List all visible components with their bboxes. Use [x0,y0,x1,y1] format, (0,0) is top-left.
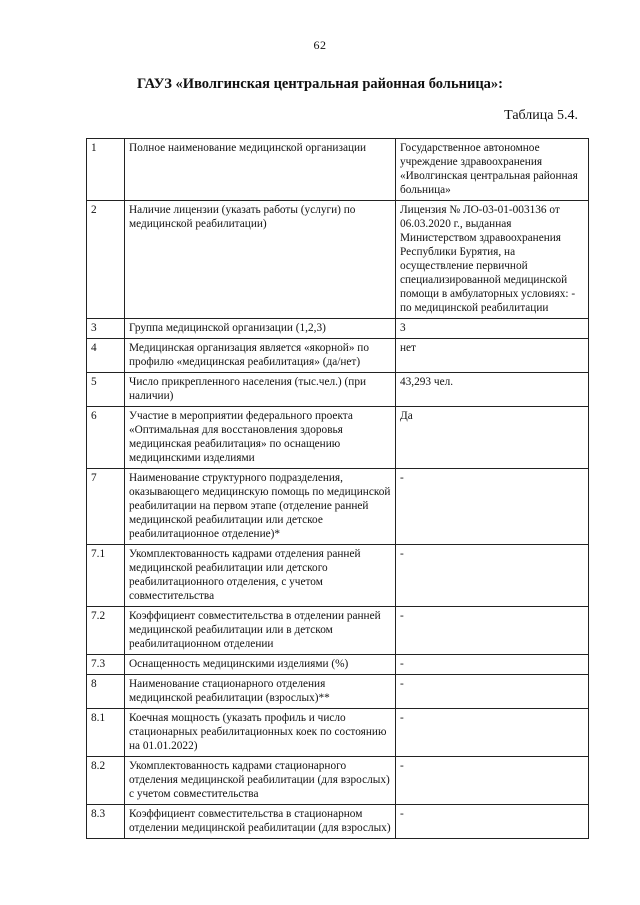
row-name: Коечная мощность (указать профиль и число стационарных реабилитационных коек по состоянию на 01.01.2022) [125,709,396,757]
row-value: - [396,675,589,709]
row-number: 7.1 [87,545,125,607]
row-value: 43,293 чел. [396,373,589,407]
row-value: 3 [396,319,589,339]
row-value: - [396,655,589,675]
row-number: 4 [87,339,125,373]
row-number: 8.2 [87,757,125,805]
table-row [87,319,589,339]
row-value: - [396,805,589,839]
table-row [87,709,589,757]
row-name: Группа медицинской организации (1,2,3) [125,319,396,339]
table-row [87,139,589,201]
row-number: 7.3 [87,655,125,675]
row-value: Государственное автономное учреждение здравоохранения «Иволгинская центральная районная больница» [396,139,589,201]
row-name: Коэффициент совместительства в стационарном отделении медицинской реабилитации (для взрослых) [125,805,396,839]
row-name: Укомплектованность кадрами отделения ранней медицинской реабилитации или детского реабилитационного отделения, с учетом совместительства [125,545,396,607]
table-caption: Таблица 5.4. [504,108,578,123]
table-row [87,805,589,839]
row-value: - [396,709,589,757]
row-number: 1 [87,139,125,201]
row-value: Лицензия № ЛО-03-01-003136 от 06.03.2020 г., выданная Министерством здравоохранения Республики Бурятия, на осуществление первичной специализированной медицинской помощи в амбулаторных условиях: - по медицинской реабилитации [396,201,589,319]
table-row [87,757,589,805]
table-row [87,607,589,655]
row-number: 8 [87,675,125,709]
row-number: 8.1 [87,709,125,757]
table-row [87,545,589,607]
row-value: - [396,545,589,607]
row-number: 2 [87,201,125,319]
row-value: - [396,469,589,545]
table-row [87,339,589,373]
row-number: 7.2 [87,607,125,655]
row-number: 6 [87,407,125,469]
row-name: Медицинская организация является «якорной» по профилю «медицинская реабилитация» (да/нет) [125,339,396,373]
row-value: Да [396,407,589,469]
document-title: ГАУЗ «Иволгинская центральная районная больница»: [136,76,504,92]
row-name: Наименование структурного подразделения, оказывающего медицинскую помощь по медицинской реабилитации на первом этапе (отделение ранней медицинской реабилитации или детское реабилитационное отделение)* [125,469,396,545]
table-row [87,373,589,407]
row-value: нет [396,339,589,373]
row-number: 3 [87,319,125,339]
row-name: Наименование стационарного отделения медицинской реабилитации (взрослых)** [125,675,396,709]
row-number: 5 [87,373,125,407]
row-number: 7 [87,469,125,545]
page-number: 62 [313,38,327,52]
row-value: - [396,607,589,655]
row-name: Коэффициент совместительства в отделении ранней медицинской реабилитации или в детском реабилитационном отделении [125,607,396,655]
table-row [87,675,589,709]
row-name: Участие в мероприятии федерального проекта «Оптимальная для восстановления здоровья медицинская реабилитация» по оснащению медицинскими изделиями [125,407,396,469]
row-name: Оснащенность медицинскими изделиями (%) [125,655,396,675]
table-row [87,407,589,469]
table-row [87,655,589,675]
row-number: 8.3 [87,805,125,839]
table-row [87,469,589,545]
organization-info-table [86,138,589,839]
table-row [87,201,589,319]
row-value: - [396,757,589,805]
row-name: Укомплектованность кадрами стационарного отделения медицинской реабилитации (для взрослых) с учетом совместительства [125,757,396,805]
row-name: Число прикрепленного населения (тыс.чел.) (при наличии) [125,373,396,407]
row-name: Наличие лицензии (указать работы (услуги) по медицинской реабилитации) [125,201,396,319]
row-name: Полное наименование медицинской организации [125,139,396,201]
